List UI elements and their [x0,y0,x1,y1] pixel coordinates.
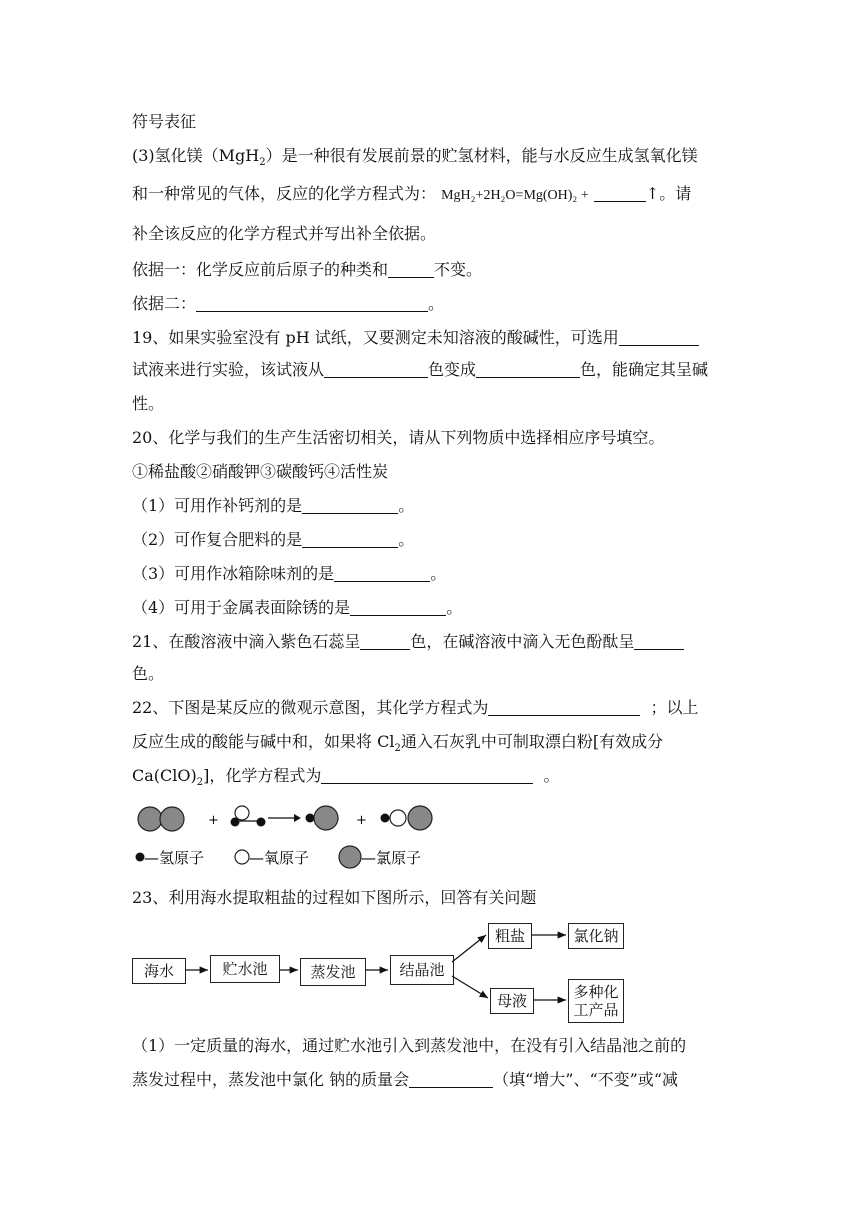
question-19-line-1: 19、如果实验室没有 pH 试纸，又要测定未知溶液的酸碱性，可选用 [132,328,699,348]
answer-blank[interactable] [321,767,533,784]
legend-hydrogen: —氢原子 [144,849,205,867]
answer-blank[interactable] [388,261,434,278]
legend-chlorine-icon [339,846,361,868]
hydrogen-atom [381,814,390,823]
legend-oxygen-icon [235,850,249,864]
plus-sign: + [356,813,367,828]
question-20-item-1: （1）可用作补钙剂的是 。 [132,496,415,515]
answer-blank[interactable] [324,361,428,378]
flow-storage-pool: 贮水池 [210,955,280,983]
answer-blank[interactable] [350,599,446,616]
question-20-line-1: 20、化学与我们的生产生活密切相关，请从下列物质中选择相应序号填空。 [132,428,665,447]
flow-sodium-chloride: 氯化钠 [568,923,624,949]
question-3-line-2: 和一种常见的气体，反应的化学方程式为： MgH₂+2H₂O=Mg(OH)₂ + ↑。请 [132,184,692,203]
chlorine-atom [160,807,184,831]
question-22-line-3: $Ca(ClO)_2$]，化学方程式为 。 [132,766,560,789]
question-20-item-2: （2）可作复合肥料的是 。 [132,530,415,549]
answer-blank[interactable] [302,531,398,548]
answer-blank[interactable] [334,565,430,582]
answer-blank[interactable] [594,185,646,202]
chemical-equation: MgH₂+2H₂O=Mg(OH)₂ + [441,188,589,203]
chlorine-atom [408,806,432,830]
question-21-line-1: 21、在酸溶液中滴入紫色石蕊呈 色，在碱溶液中滴入无色酚酞呈 [132,632,684,652]
question-21-line-2: 色。 [132,664,165,683]
question-22-line-1: 22、下图是某反应的微观示意图，其化学方程式为 ；以上 [132,698,699,717]
flow-crude-salt: 粗盐 [488,923,532,949]
flow-crystallization-pool: 结晶池 [390,955,454,985]
question-19-line-2: 试液来进行实验，该试液从 色变成 色，能确定其呈碱 [132,360,709,379]
question-23-line-1: 23、利用海水提取粗盐的过程如下图所示，回答有关问题 [132,888,537,907]
oxygen-atom [235,806,249,820]
answer-blank[interactable] [619,329,699,346]
reaction-microscopic-diagram [130,800,450,872]
answer-blank[interactable] [476,361,580,378]
hydrogen-atom [231,818,240,827]
flow-arrows [180,920,580,1030]
legend-chlorine: —氯原子 [361,849,422,867]
question-19-line-3: 性。 [132,394,165,413]
question-23-item-1-line-2: 蒸发过程中，蒸发池中氯化 钠的质量会 （填“增大”、“不变”或“减 [132,1070,678,1089]
hydrogen-atom [257,818,266,827]
question-20-item-3: （3）可用作冰箱除味剂的是 。 [132,564,447,583]
basis-1: 依据一：化学反应前后原子的种类和 不变。 [132,260,483,279]
question-22-line-2: 反应生成的酸能与碱中和，如果将 $Cl_2$通入石灰乳中可制取漂白粉[有效成分 [132,732,664,755]
question-23-item-1-line-1: （1）一定质量的海水，通过贮水池引入到蒸发池中，在没有引入结晶池之前的 [132,1036,687,1055]
answer-blank[interactable] [634,633,684,650]
answer-blank[interactable] [409,1071,493,1088]
chlorine-atom [138,807,162,831]
chlorine-atom [314,806,338,830]
answer-blank[interactable] [488,699,640,716]
flow-evaporation-pool: 蒸发池 [300,958,366,986]
plus-sign: + [208,813,219,828]
basis-2: 依据二： 。 [132,294,445,313]
question-3-line-3: 补全该反应的化学方程式并写出补全依据。 [132,224,437,243]
question-20-item-4: （4）可用于金属表面除锈的是 。 [132,598,463,617]
oxygen-atom [390,810,406,826]
hydrogen-atom [306,814,315,823]
flow-chemical-products: 多种化工产品 [568,979,624,1023]
answer-blank[interactable] [302,497,398,514]
flow-seawater: 海水 [132,958,186,984]
answer-blank[interactable] [196,295,428,312]
text-line: 符号表征 [132,112,197,131]
legend-oxygen: —氧原子 [249,849,310,867]
question-3-line-1: (3)氢化镁（MgH$_2$）是一种很有发展前景的贮氢材料，能与水反应生成氢氧化镁 [132,146,698,169]
answer-blank[interactable] [360,633,410,650]
question-20-options: ①稀盐酸②硝酸钾③碳酸钙④活性炭 [132,462,389,481]
flow-mother-liquor: 母液 [490,988,534,1014]
